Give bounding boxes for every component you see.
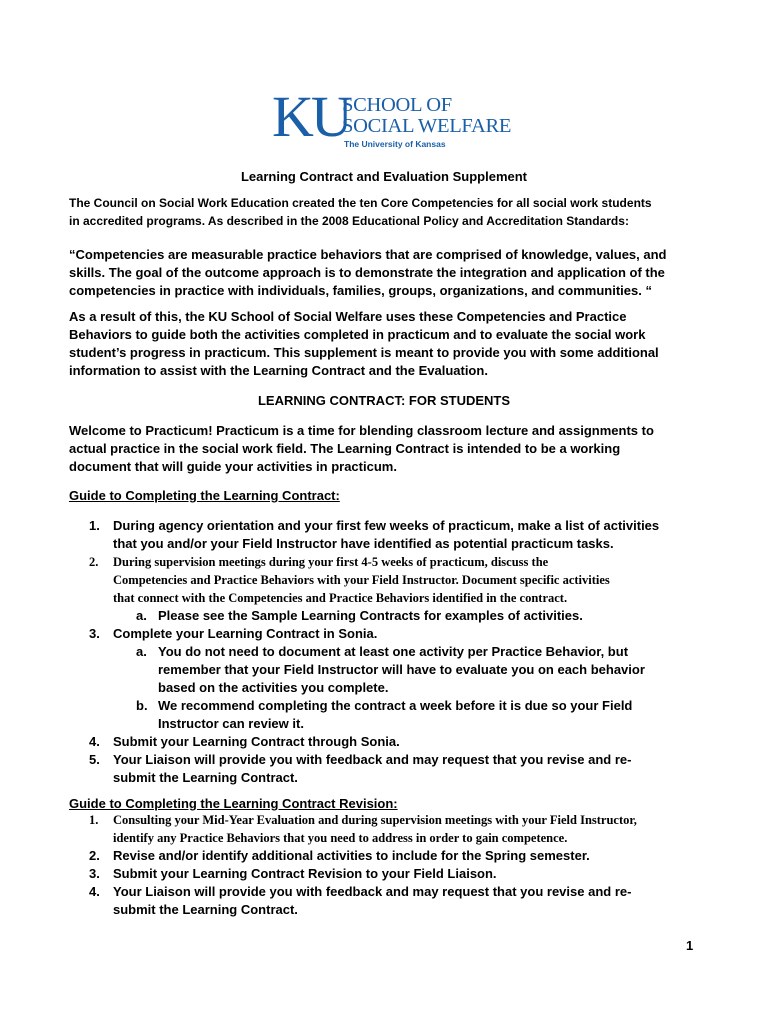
logo-ku-letters: KU	[272, 84, 350, 149]
list-item-number: 5.	[89, 752, 100, 767]
list-item-text: During agency orientation and your first few weeks of practicum, make a list of activities	[113, 518, 660, 533]
competencies-quote	[69, 246, 699, 300]
list-subitem-text: remember that your Field Instructor will have to evaluate you on each behavior	[158, 662, 645, 677]
list-item-number: 3.	[89, 866, 100, 881]
list-item	[69, 625, 699, 643]
list-item-text: Submit your Learning Contract through Sonia.	[113, 734, 400, 749]
quote-line: competencies in practice with individuals, families, groups, organizations, and communities. “	[69, 283, 652, 298]
list-item	[69, 553, 699, 607]
list-subitem	[69, 697, 699, 733]
list-item-text: Your Liaison will provide you with feedback and may request that you revise and re-	[113, 884, 632, 899]
list-item	[69, 517, 699, 553]
logo-university-name: The University of Kansas	[344, 139, 446, 149]
intro-line: in accredited programs. As described in the 2008 Educational Policy and Accreditation Standards:	[69, 214, 629, 228]
list-subitem-text: You do not need to document at least one activity per Practice Behavior, but	[158, 644, 629, 659]
list-subitem-text: Instructor can review it.	[158, 716, 304, 731]
welcome-line: actual practice in the social work field. The Learning Contract is intended to be a working	[69, 441, 621, 456]
list-subitem	[69, 643, 699, 697]
list-item-number: 2.	[89, 848, 100, 863]
list-item	[69, 811, 699, 847]
logo-school-line1: SCHOOL OF	[342, 94, 452, 116]
logo-school-name	[342, 95, 511, 137]
intro-line: The Council on Social Work Education created the ten Core Competencies for all social work students	[69, 196, 652, 210]
list-item-text: that connect with the Competencies and Practice Behaviors identified in the contract.	[113, 591, 568, 605]
list-item-number: 2.	[89, 555, 99, 569]
list-item-number: 3.	[89, 626, 100, 641]
list-subitem-text: Please see the Sample Learning Contracts for examples of activities.	[158, 608, 583, 623]
guide-revision-list	[69, 811, 699, 919]
list-subitem-letter: a.	[136, 608, 147, 623]
list-item	[69, 865, 699, 883]
list-subitem-text: based on the activities you complete.	[158, 680, 389, 695]
guide-learning-contract-heading: Guide to Completing the Learning Contract:	[69, 488, 340, 503]
list-item-text: Consulting your Mid-Year Evaluation and during supervision meetings with your Field Instructor,	[113, 813, 637, 827]
intro-paragraph	[69, 194, 699, 230]
list-item-text: that you and/or your Field Instructor have identified as potential practicum tasks.	[113, 536, 614, 551]
list-item	[69, 847, 699, 865]
list-subitem-letter: b.	[136, 698, 148, 713]
list-item-number: 4.	[89, 884, 100, 899]
list-item	[69, 751, 699, 787]
list-item-text: Revise and/or identify additional activities to include for the Spring semester.	[113, 848, 590, 863]
list-subitem-letter: a.	[136, 644, 147, 659]
result-line: Behaviors to guide both the activities completed in practicum and to evaluate the social work	[69, 327, 646, 342]
section-heading: LEARNING CONTRACT: FOR STUDENTS	[257, 393, 511, 408]
list-subitem-text: We recommend completing the contract a week before it is due so your Field	[158, 698, 633, 713]
list-item-text: Submit your Learning Contract Revision to your Field Liaison.	[113, 866, 497, 881]
list-item-number: 1.	[89, 518, 100, 533]
list-item-text: submit the Learning Contract.	[113, 770, 298, 785]
logo-school-line2: SOCIAL WELFARE	[342, 115, 512, 137]
result-line: student’s progress in practicum. This supplement is meant to provide you with some additional	[69, 345, 659, 360]
result-paragraph	[69, 308, 699, 380]
list-item-text: submit the Learning Contract.	[113, 902, 298, 917]
welcome-paragraph	[69, 422, 699, 476]
quote-line: “Competencies are measurable practice behaviors that are comprised of knowledge, values, and	[69, 247, 667, 262]
list-item-number: 1.	[89, 813, 99, 827]
result-line: As a result of this, the KU School of Social Welfare uses these Competencies and Practice	[69, 309, 627, 324]
welcome-line: Welcome to Practicum! Practicum is a time for blending classroom lecture and assignments to	[69, 423, 654, 438]
list-item	[69, 883, 699, 919]
result-line: information to assist with the Learning Contract and the Evaluation.	[69, 363, 488, 378]
list-subitem	[69, 607, 699, 625]
list-item-text: identify any Practice Behaviors that you need to address in order to gain competence.	[113, 831, 568, 845]
list-item-text: During supervision meetings during your first 4-5 weeks of practicum, discuss the	[113, 555, 549, 569]
list-item	[69, 733, 699, 751]
list-item-text: Competencies and Practice Behaviors with your Field Instructor. Document specific activities	[113, 573, 610, 587]
guide-learning-contract-list	[69, 517, 699, 787]
page-number: 1	[686, 938, 694, 953]
list-item-text: Your Liaison will provide you with feedback and may request that you revise and re-	[113, 752, 632, 767]
document-title: Learning Contract and Evaluation Supplement	[240, 169, 528, 184]
quote-line: skills. The goal of the outcome approach is to demonstrate the integration and application of the	[69, 265, 665, 280]
list-item-number: 4.	[89, 734, 100, 749]
guide-revision-heading: Guide to Completing the Learning Contract Revision:	[69, 796, 398, 811]
list-item-text: Complete your Learning Contract in Sonia.	[113, 626, 378, 641]
ku-school-of-social-welfare-logo	[272, 84, 512, 153]
welcome-line: document that will guide your activities in practicum.	[69, 459, 397, 474]
